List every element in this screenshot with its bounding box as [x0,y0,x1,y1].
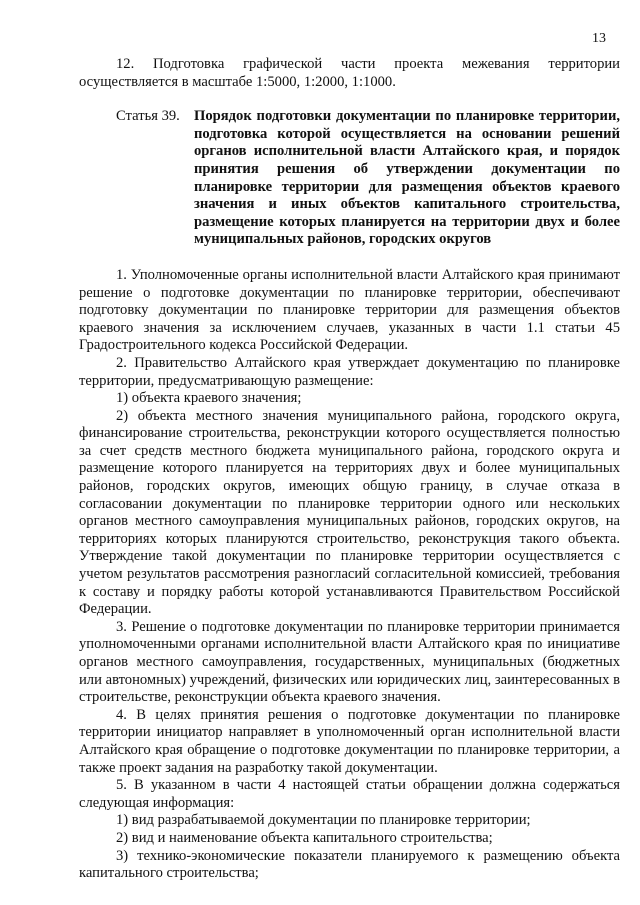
article-heading [79,108,620,249]
paragraph-1: 1. Уполномоченные органы исполнительной власти Алтайского края принимают решение о подготовке документации по планировке территории, обеспечивают подготовку документации по планировке территории для размещения объектов краевого значения за исключением случаев, указанных в части 1.1 статьи 45 Градостроительного кодекса Российской Федерации. [79,266,620,354]
document-body [79,56,620,883]
paragraph-2: 2. Правительство Алтайского края утверждает документацию по планировке территории, предусматривающую размещение: [79,354,620,389]
intro-paragraph: 12. Подготовка графической части проекта межевания территории осуществляется в масштабе 1:5000, 1:2000, 1:1000. [79,56,620,90]
paragraph-5-item-1: 1) вид разрабатываемой документации по планировке территории; [116,812,531,829]
paragraph-2-item-1: 1) объекта краевого значения; [116,390,302,407]
article-title: Порядок подготовки документации по планировке территории, подготовка которой осуществляется на основании решений органов исполнительной власти Алтайского края, и порядок принятия решения об утверждении документации по планировке территории для размещения объектов краевого значения и иных объектов капитального строительства, размещение которых планируется на территории двух и более муниципальных районов, городских округов [194,108,620,248]
article-label: Статья 39. [116,108,180,125]
paragraph-2-item-2: 2) объекта местного значения муниципального района, городского округа, финансирование строительства, реконструкции которого осуществляется полностью за счет средств местного бюджета муниципального района, городского округа и размещение которого планируется на территориях двух и более муниципальных районов, городских округов, имеющих общую границу, в случае отказа в согласовании документации по планировке территории одного или нескольких органов местного самоуправления муниципальных районов, городских округов, на территориях которых планируются строительство, реконструкция такого объекта. Утверждение такой документации по планировке территории осуществляется с учетом результатов рассмотрения разногласий согласительной комиссией, требования к составу и порядку работы которой устанавливаются Правительством Российской Федерации. [79,407,620,618]
paragraph-5-item-3: 3) технико-экономические показатели планируемого к размещению объекта капитального строительства; [79,847,620,882]
paragraph-5: 5. В указанном в части 4 настоящей статьи обращении должна содержаться следующая информация: [79,777,620,811]
paragraph-5-item-2: 2) вид и наименование объекта капитального строительства; [116,829,493,846]
paragraph-3: 3. Решение о подготовке документации по планировке территории принимается уполномоченными органами исполнительной власти Алтайского края по инициативе органов местного самоуправления, государственных, муниципальных (бюджетных или автономных) учреждений, физических или юридических лиц, заинтересованных в строительстве, реконструкции объекта краевого значения. [79,618,620,706]
page-number: 13 [592,31,606,46]
paragraph-4: 4. В целях принятия решения о подготовке документации по планировке территории инициатор направляет в уполномоченный орган исполнительной власти Алтайского края обращение о подготовке документации по планировке территории, а также проект задания на разработку такой документации. [79,706,620,776]
